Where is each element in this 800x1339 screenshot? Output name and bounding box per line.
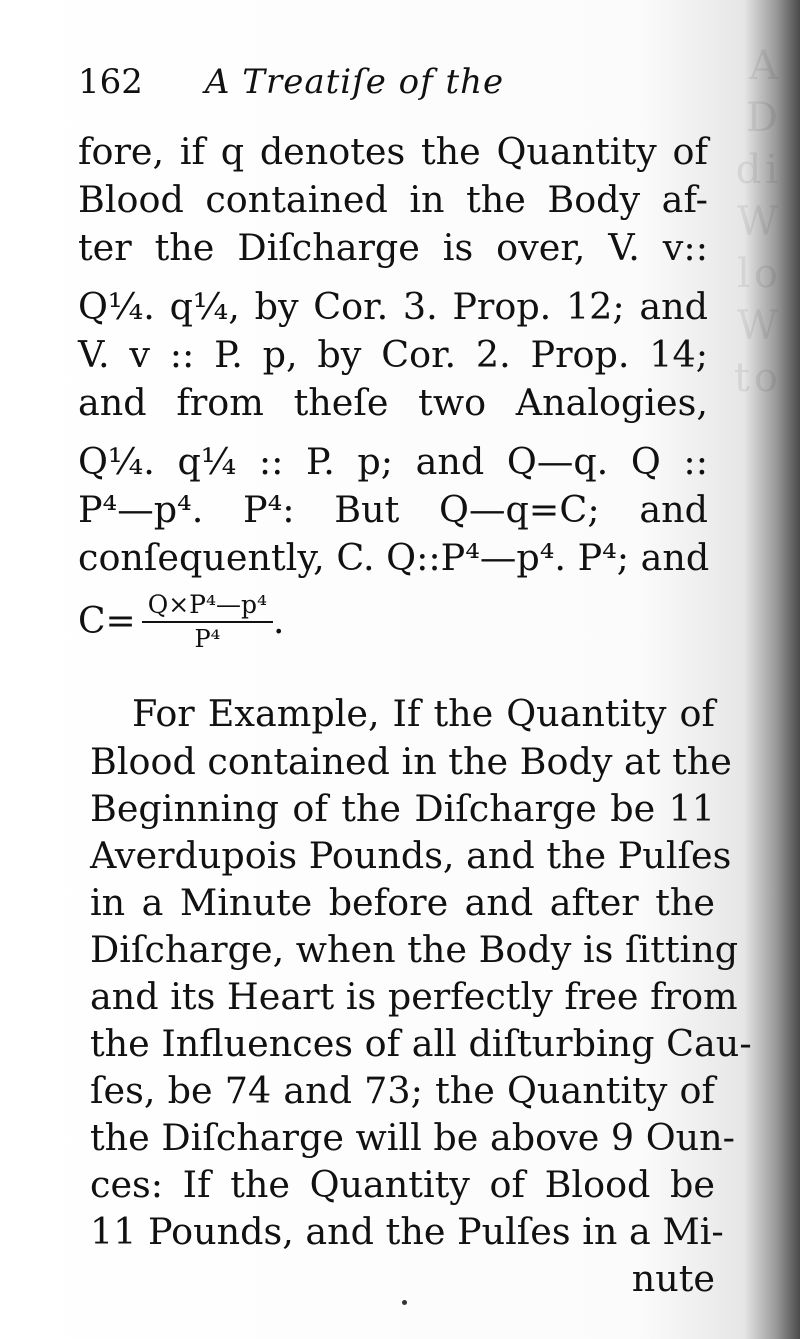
- text-line: V. v :: P. p, by Cor. 2. Prop. 14;: [78, 333, 708, 376]
- text-line: Q¼. q¼, by Cor. 3. Prop. 12; and: [78, 285, 708, 328]
- text-line: fore, if q denotes the Quantity of: [78, 130, 708, 173]
- page-number: 162: [78, 62, 143, 102]
- catchword: nute: [631, 1257, 715, 1300]
- show-through-text: A D di W lo W to: [733, 43, 782, 401]
- text-line: the Diſcharge will be above 9 Oun-: [90, 1116, 736, 1159]
- text-line: in a Minute before and after the: [90, 881, 715, 924]
- running-title: A Treatiſe of the: [204, 62, 505, 102]
- text-line: the Influences of all diſturbing Cau-: [90, 1022, 752, 1065]
- formula-numerator: Q×P⁴—p⁴: [142, 590, 273, 623]
- text-line: ces: If the Quantity of Blood be: [90, 1163, 715, 1206]
- text-line: 11 Pounds, and the Pulſes in a Mi-: [90, 1210, 724, 1253]
- text-line: ſes, be 74 and 73; the Quantity of: [90, 1069, 715, 1112]
- text-line: For Example, If the Quantity of: [132, 692, 715, 735]
- ink-speck: [402, 1300, 407, 1305]
- text-line: and its Heart is perfectly free from: [90, 975, 738, 1018]
- formula-end: .: [273, 601, 285, 642]
- page-header: [78, 62, 504, 102]
- text-line: Beginning of the Diſcharge be 11: [90, 787, 715, 830]
- text-line: ter the Diſcharge is over, V. v::: [78, 226, 708, 269]
- text-line: Averdupois Pounds, and the Pulſes: [90, 834, 732, 877]
- text-line: Diſcharge, when the Body is ſitting: [90, 928, 739, 971]
- text-line: Blood contained in the Body af-: [78, 178, 708, 221]
- formula: [78, 590, 284, 653]
- text-line: P⁴—p⁴. P⁴: But Q—q=C; and: [78, 488, 708, 531]
- text-line: Blood contained in the Body at the: [90, 740, 732, 783]
- text-line: conſequently, C. Q::P⁴—p⁴. P⁴; and: [78, 536, 710, 579]
- text-line: Q¼. q¼ :: P. p; and Q—q. Q ::: [78, 440, 708, 483]
- text-line: and from theſe two Analogies,: [78, 381, 708, 424]
- formula-denominator: P⁴: [194, 625, 221, 653]
- formula-fraction: [142, 590, 273, 653]
- formula-lhs: C=: [78, 601, 136, 642]
